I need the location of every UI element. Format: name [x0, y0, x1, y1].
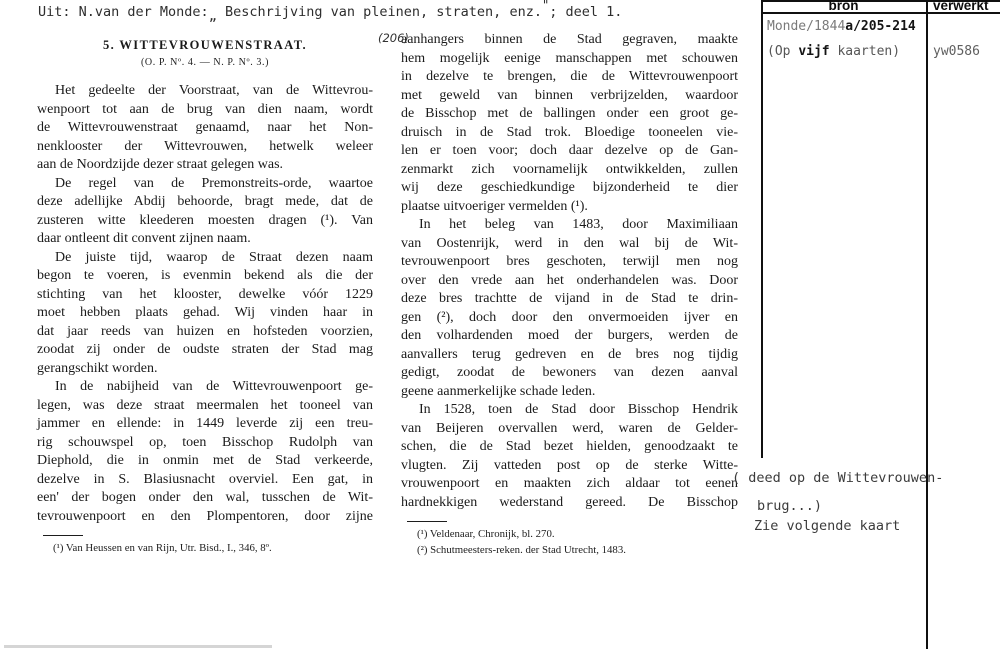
text-line: In 1528, toen de Stad door Bisschop Hendrik	[419, 402, 738, 417]
text-line: druisch in de Stad trok. Bloedige tooneelen vie-	[401, 124, 738, 140]
bron-count-emphasis: vijf	[798, 44, 830, 59]
article-subtitle: (O. P. Nº. 4. — N. P. Nº. 3.)	[140, 57, 270, 68]
bron-reference-handwritten: a/205-214	[845, 19, 916, 34]
text-line: De regel van de Premonstreits-orde, waartoe	[55, 175, 373, 191]
column-header-bron: bron	[828, 0, 859, 13]
right-footnotes	[401, 527, 738, 558]
bron-card-count	[767, 44, 900, 59]
footnote-rule	[407, 521, 447, 522]
text-line: in dezelve te brengen, die de Wittevrouwenpoort	[401, 69, 738, 84]
text-line: legen, was deze straat meermalen het tooneel van	[37, 397, 373, 413]
source-annotation	[38, 0, 623, 24]
text-line: dat jaar reeds van huizen en hofsteden voorzien,	[37, 323, 373, 339]
text-line: een' der bogen onder den wal, tusschen de Wit-	[37, 490, 373, 505]
text-line: tevrouwenpoort bres geschoten, terwijl men nog	[401, 254, 738, 269]
text-line: den volhardenden moed der burgers, werden de	[401, 328, 738, 343]
bottom-note-line2: brug...)	[757, 498, 823, 514]
article-right-column	[378, 31, 738, 558]
caret-quote-mark: "	[541, 0, 550, 12]
left-footnotes	[37, 541, 373, 557]
text-line: de Bisschop met de ballingen onder een groot ge-	[401, 106, 738, 121]
text-line: In de nabijheid van de Wittevrouwenpoort ge-	[55, 379, 373, 394]
text-line: (¹) Van Heussen en van Rijn, Utr. Bisd., I., 346, 8º.	[53, 542, 272, 554]
text-line: deze adellijke Abdij behoorde, bragt mede, dat de	[37, 194, 373, 209]
text-line: schen, die de Stad bezet hielden, genoodzaakt te	[401, 439, 738, 454]
text-line: moet hebben plaats gehad. Wij vinden haar in	[37, 305, 373, 320]
text-line: In het beleg van 1483, door Maximiliaan	[419, 217, 738, 232]
source-annotation-prefix: Uit: N.van der Monde:	[38, 4, 209, 20]
text-line: aanhangers binnen de Stad gegraven, maakte	[401, 32, 738, 47]
form-left-column-border	[761, 0, 763, 458]
text-line: daar ontleent dit convent zijnen naam.	[37, 231, 251, 246]
article-title: 5. WITTEVROUWENSTRAAT.	[102, 38, 308, 52]
source-annotation-middle: Beschrijving van pleinen, straten, enz.	[224, 4, 542, 20]
text-line: aanvallers terug gedreven en de bres nog tijdig	[401, 346, 738, 362]
text-line: stichting van het klooster, dewelke vóór 1229	[37, 286, 373, 302]
text-line: aan de Noordzijde dezer straat gelegen was.	[37, 157, 284, 172]
text-line: rig schouwspel op, toen Bisschop Rudolph van	[37, 434, 373, 450]
text-line: plaatse uitvoeriger vermelden (¹).	[401, 198, 588, 214]
text-line: de Wittevrouwenstraat genaamd, naar het Non-	[37, 120, 373, 135]
text-line: zoodat zij onder de oudste straten der Stad mag	[37, 342, 373, 357]
text-line: (²) Schutmeesters-reken. der Stad Utrecht, 1483.	[417, 543, 626, 556]
text-line: zenmarkt zich voornamelijk ontwikkelden, zullen	[401, 161, 738, 177]
text-line: met geweld van binnen verbrijzelden, waardoor	[401, 87, 738, 103]
text-line: (¹) Veldenaar, Chronijk, bl. 270.	[417, 528, 555, 540]
footnote-rule	[43, 535, 83, 536]
bottom-note-line3: Zie volgende kaart	[754, 518, 901, 534]
text-line: geene aanmerkelijke schade leden.	[401, 383, 596, 399]
source-annotation-suffix: ; deel 1.	[549, 4, 623, 20]
bottom-note-line1: ( deed op de Wittevrouwen-	[732, 470, 944, 486]
text-line: over den vrede aan het onderhandelen was. Door	[401, 272, 738, 288]
text-line: Diephold, die in onmin met de Stad verkeerde,	[37, 453, 373, 468]
text-line: gen (²), doch door den onvermoeiden ijver en	[401, 309, 738, 325]
text-line: dezelve in S. Blasiusnacht overviel. Een gat, in	[37, 471, 373, 487]
text-line: zusteren witte kleederen moesten dragen (¹). Van	[37, 212, 373, 228]
scan-smudge	[4, 645, 272, 648]
bron-count-pre: (Op	[767, 44, 799, 59]
text-line: vrouwenpoort en maakten zich aldaar tot eenen	[401, 476, 738, 491]
bron-reference	[767, 19, 916, 34]
verwerkt-code: yw0586	[933, 44, 980, 59]
text-line: van Oostenrijk, werd in den wal bij de Wit-	[401, 235, 738, 251]
text-line: vlugten. Zij vatteden post op de sterke Witte-	[401, 457, 738, 473]
right-column-text	[401, 31, 738, 512]
text-line: hardnekkigen wederstand gereed. De Bisschop	[401, 494, 738, 510]
bron-count-post: kaarten)	[829, 44, 901, 59]
left-column-text	[37, 82, 373, 526]
article-left-column	[37, 38, 373, 557]
handwritten-page-number: (206)	[378, 31, 409, 45]
text-line: nenklooster der Wittevrouwen, hetwelk weleer	[37, 138, 373, 154]
text-line: hem mogelijk eenige manschappen met schouwen	[401, 50, 738, 66]
text-line: tevrouwenpoort en den Plompentoren, door zijne	[37, 508, 373, 524]
column-header-verwerkt: verwerkt	[933, 0, 989, 13]
text-line: gedigt, zoodat de bewoners van dezen aanval	[401, 365, 738, 380]
text-line: De juiste tijd, waarop de Straat dezen naam	[55, 249, 373, 265]
text-line: wenpoort tot aan de brug van dien naam, wordt	[37, 101, 373, 117]
text-line: deze bres trachtte de vijand in de Stad te drin-	[401, 291, 738, 306]
form-middle-column-border	[926, 0, 928, 649]
text-line: gerangschikt worden.	[37, 360, 158, 376]
insertion-quote-mark: „	[208, 8, 217, 24]
text-line: Het gedeelte der Voorstraat, van de Wittevrou-	[55, 83, 373, 98]
text-line: wij deze geschiedkundige bijzonderheid te dier	[401, 180, 738, 195]
text-line: jammer en ellende: in 1449 leverde zij een treu-	[37, 416, 373, 431]
text-line: len er toen voor; doch daar dezelve op de Gan-	[401, 143, 738, 158]
text-line: van Beijeren overvallen werd, waren de Gelder-	[401, 420, 738, 436]
text-line: begon te voeren, is evenmin bekend als die der	[37, 268, 373, 283]
bron-reference-typed: Monde/1844	[767, 19, 846, 34]
